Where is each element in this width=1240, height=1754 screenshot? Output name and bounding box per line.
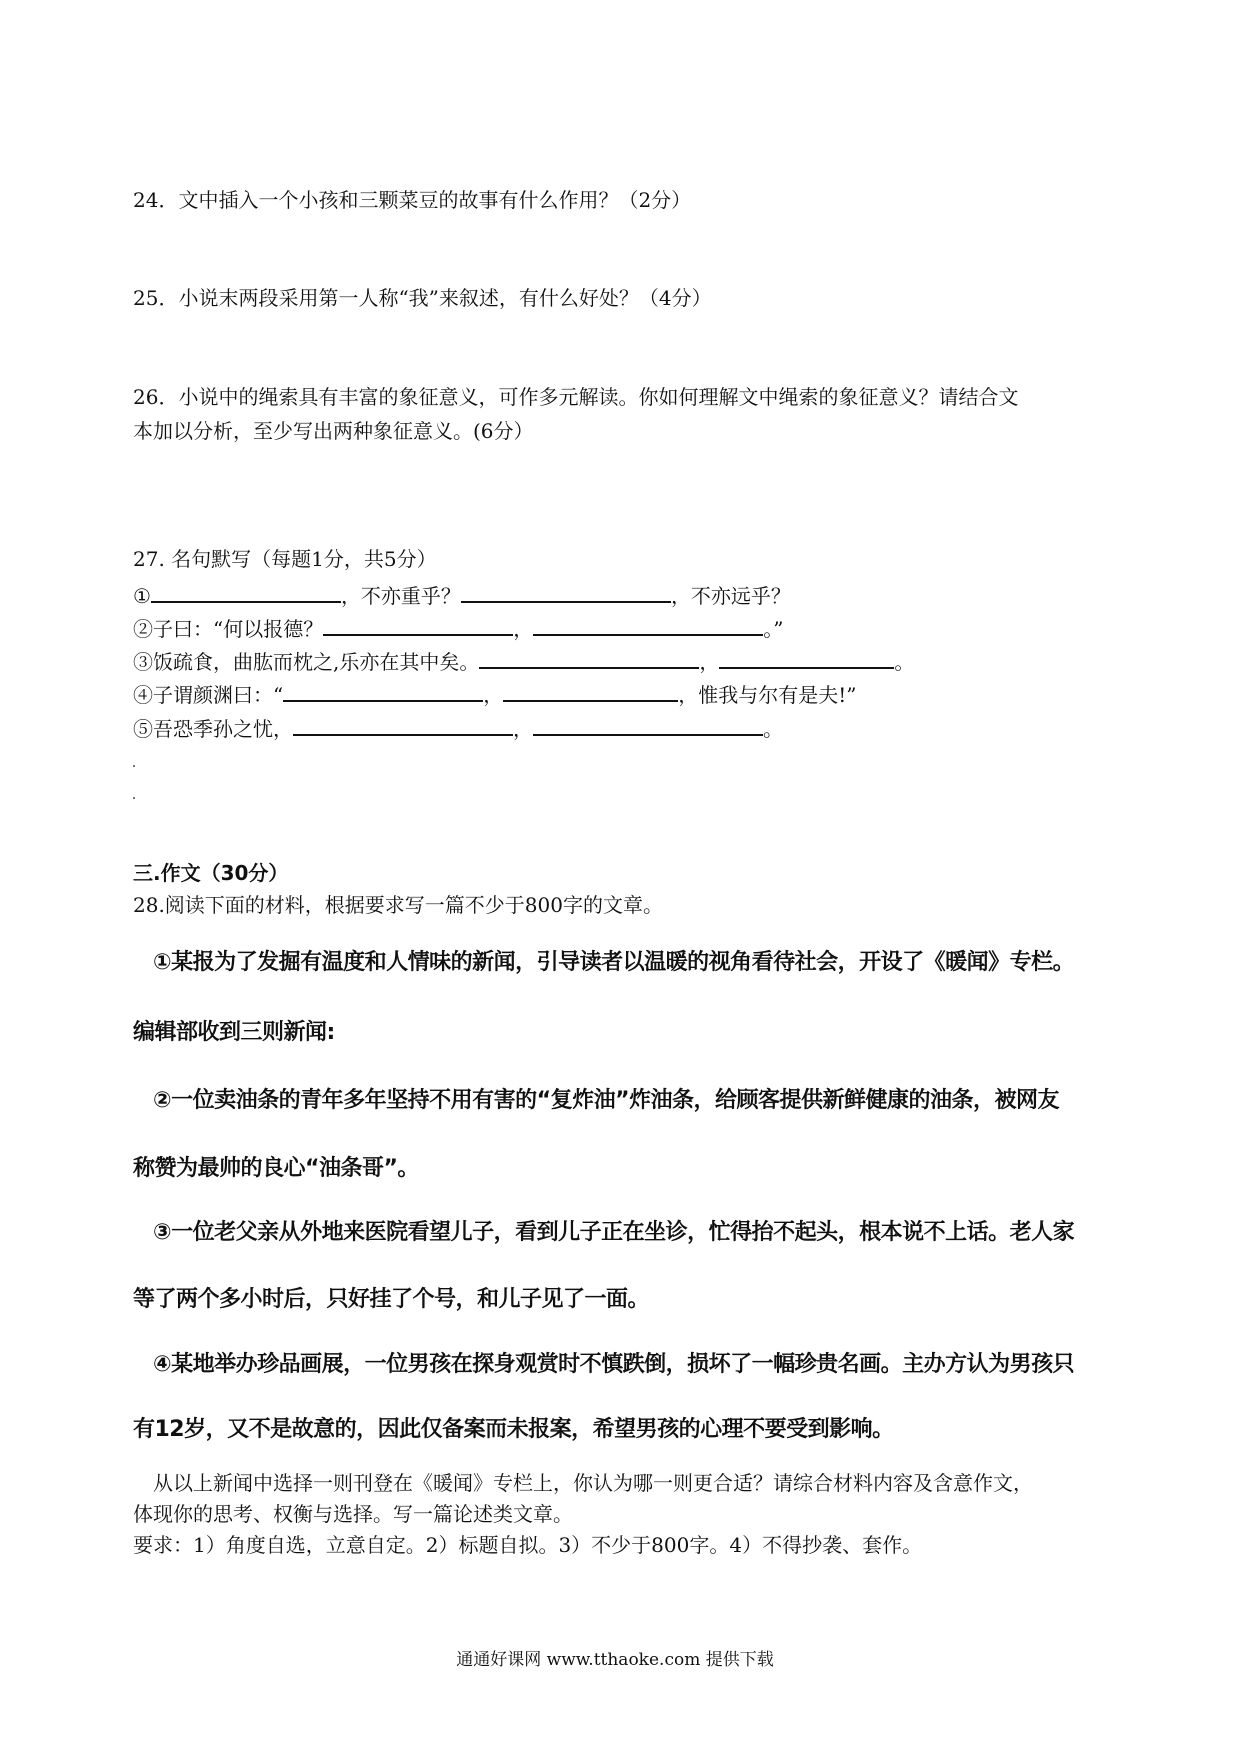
- answer-blank[interactable]: [293, 716, 513, 736]
- question-24: 24．文中插入一个小孩和三颗菜豆的故事有什么作用？（2分）: [133, 188, 692, 212]
- answer-blank[interactable]: [461, 583, 671, 603]
- stray-dot: [133, 797, 135, 799]
- essay-prompt-line1: 从以上新闻中选择一则刊登在《暖闻》专栏上，你认为哪一则更合适？请综合材料内容及含意作文，: [153, 1471, 1033, 1495]
- material-paragraph: ④某地举办珍品画展，一位男孩在探身观赏时不慎跌倒，损坏了一幅珍贵名画。主办方认为男孩只: [153, 1352, 1075, 1377]
- item-text: ，: [699, 650, 720, 674]
- material-paragraph: 称赞为最帅的良心“油条哥”。: [133, 1156, 419, 1181]
- recitation-item-2: [133, 616, 783, 639]
- question-28: 28.阅读下面的材料，根据要求写一篇不少于800字的文章。: [133, 893, 663, 917]
- answer-blank[interactable]: [151, 583, 341, 603]
- material-paragraph: ②一位卖油条的青年多年坚持不用有害的“复炸油”炸油条，给顾客提供新鲜健康的油条，被网友: [153, 1088, 1060, 1113]
- stray-dot: [133, 765, 135, 767]
- item-text: ，不亦远乎？: [670, 584, 791, 608]
- essay-prompt-line2: 体现你的思考、权衡与选择。写一篇论述类文章。: [133, 1502, 573, 1526]
- recitation-item-5: [133, 716, 783, 739]
- page-footer: 通通好课网 www.tthaoke.com 提供下载: [456, 1650, 774, 1670]
- item-text: ③饭疏食，曲肱而枕之,乐亦在其中矣。: [133, 650, 480, 674]
- question-26-line2: 本加以分析，至少写出两种象征意义。(6分）: [133, 419, 534, 443]
- item-text: ⑤吾恐季孙之忧，: [133, 717, 293, 741]
- material-paragraph: ③一位老父亲从外地来医院看望儿子，看到儿子正在坐诊，忙得抬不起头，根本说不上话。老人家: [153, 1220, 1075, 1245]
- answer-blank[interactable]: [283, 682, 483, 702]
- question-25: 25．小说末两段采用第一人称“我”来叙述，有什么好处？（4分）: [133, 286, 712, 310]
- item-text: ，: [513, 617, 534, 641]
- item-text: ④子谓颜渊曰：“: [133, 683, 284, 707]
- item-text: ，: [483, 683, 504, 707]
- material-paragraph: 编辑部收到三则新闻:: [133, 1020, 335, 1045]
- item-text: ，不亦重乎？: [340, 584, 461, 608]
- question-26-line1: 26．小说中的绳索具有丰富的象征意义，可作多元解读。你如何理解文中绳索的象征意义？请结合文: [133, 385, 1019, 409]
- recitation-item-1: [133, 583, 791, 606]
- material-paragraph: 等了两个多小时后，只好挂了个号，和儿子见了一面。: [133, 1287, 650, 1312]
- item-text: 。”: [763, 617, 784, 641]
- answer-blank[interactable]: [479, 649, 699, 669]
- item-text: ，惟我与尔有是夫!”: [678, 683, 857, 707]
- item-text: 。: [894, 650, 915, 674]
- item-text: 。: [763, 717, 783, 741]
- essay-requirements: 要求：1）角度自选，立意自定。2）标题自拟。3）不少于800字。4）不得抄袭、套作。: [133, 1533, 923, 1557]
- answer-blank[interactable]: [719, 649, 894, 669]
- answer-blank[interactable]: [323, 616, 513, 636]
- answer-blank[interactable]: [503, 682, 678, 702]
- question-27: 27. 名句默写（每题1分，共5分）: [133, 547, 437, 571]
- item-text: ，: [513, 717, 533, 741]
- material-paragraph: ①某报为了发掘有温度和人情味的新闻，引导读者以温暖的视角看待社会，开设了《暖闻》专栏。: [153, 950, 1075, 975]
- recitation-item-3: [133, 649, 914, 672]
- recitation-item-4: [133, 682, 857, 705]
- material-paragraph: 有12岁，又不是故意的，因此仅备案而未报案，希望男孩的心理不要受到影响。: [133, 1417, 894, 1442]
- answer-blank[interactable]: [533, 716, 763, 736]
- answer-blank[interactable]: [533, 616, 763, 636]
- essay-heading: 三.作文（30分）: [133, 861, 289, 885]
- item-text: ①: [133, 584, 151, 608]
- item-text: ②子曰：“何以报德？: [133, 617, 324, 641]
